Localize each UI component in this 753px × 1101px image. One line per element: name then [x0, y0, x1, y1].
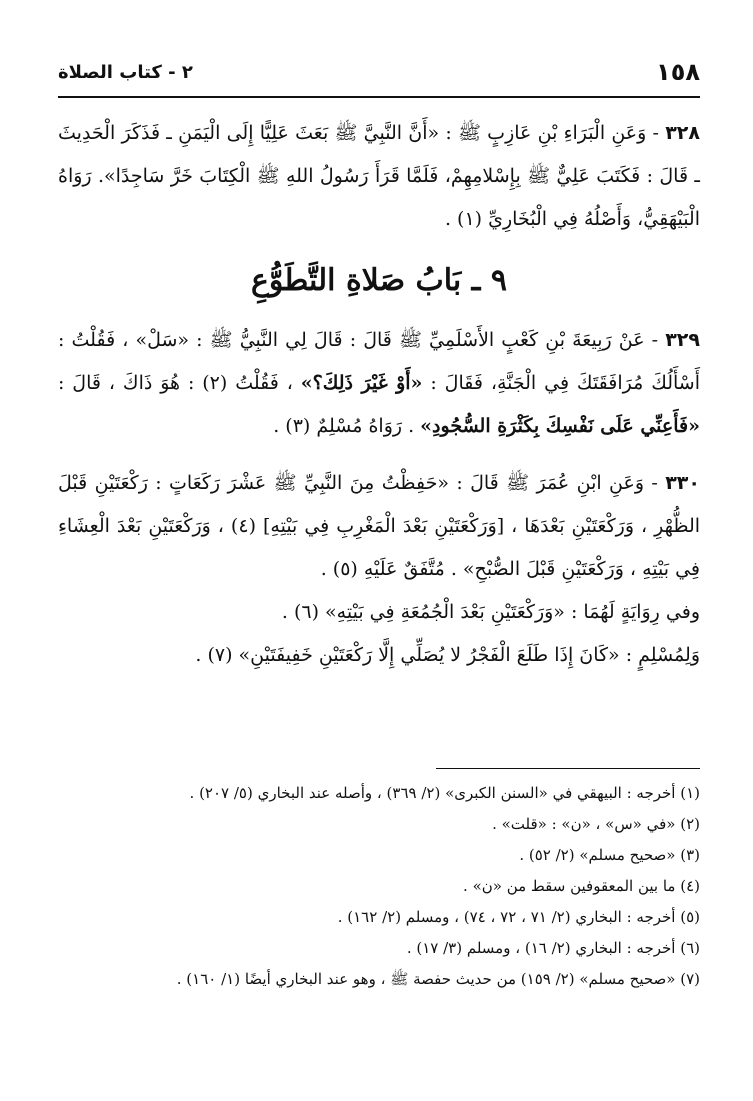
hadith-328 [58, 112, 700, 241]
page-header [58, 56, 700, 88]
footnote: (٢) «في «س» ، «ن» : «قلت» . [492, 815, 700, 833]
hadith-text: . رَوَاهُ مُسْلِمٌ (٣) . [273, 415, 421, 437]
hadith-text: - عَنْ رَبِيعَةَ بْنِ كَعْبٍ الأَسْلَمِيِّ ﷺ قَالَ : قَالَ لِي النَّبِيُّ ﷺ : «سَلْ» ، فَقُلْتُ : أَسْأَلُكَ مُرَافَقَتَكَ فِي الْجَنَّةِ، فَقَالَ : [58, 329, 700, 394]
page-number: ١٥٨ [656, 58, 700, 86]
footnote: (٦) أخرجه : البخاري (٢/ ١٦) ، ومسلم (٣/ ١٧) . [406, 939, 700, 957]
hadith-number: ٣٢٩ [665, 329, 700, 351]
hadith-text: - وَعَنِ ابْنِ عُمَرَ ﷺ قَالَ : «حَفِظْتُ مِنَ النَّبِيِّ ﷺ عَشْرَ رَكَعَاتٍ : رَكْعَتَيْنِ قَبْلَ الظُّهْرِ ، وَرَكْعَتَيْنِ بَعْدَهَا ، [وَرَكْعَتَيْنِ بَعْدَ الْمَغْرِبِ فِي بَيْتِهِ] (٤) ، وَرَكْعَتَيْنِ بَعْدَ الْعِشَاءِ فِي بَيْتِهِ ، وَرَكْعَتَيْنِ قَبْلَ الصُّبْحِ» . مُتَّفَقٌ عَلَيْهِ (٥) . [58, 472, 701, 580]
hadith-329 [58, 319, 700, 448]
footnote: (٥) أخرجه : البخاري (٢/ ٧١ ، ٧٢ ، ٧٤) ، ومسلم (٢/ ١٦٢) . [337, 908, 700, 926]
footnote: (٤) ما بين المعقوفين سقط من «ن» . [463, 877, 700, 895]
footnote: (٣) «صحيح مسلم» (٢/ ٥٢) . [519, 846, 700, 864]
footnote: (١) أخرجه : البيهقي في «السنن الكبرى» (٢/ ٣٦٩) ، وأصله عند البخاري (٥/ ٢٠٧) . [189, 784, 700, 802]
header-rule [58, 96, 700, 98]
chapter-title: ٩ ـ بَابُ صَلاةِ التَّطَوُّعِ [250, 263, 508, 298]
running-head: ٢ - كتاب الصلاة [58, 61, 193, 83]
hadith-330 [58, 462, 700, 591]
hadith-quote: «أَوْ غَيْرَ ذَلِكَ؟» [300, 372, 423, 394]
footnote-rule [436, 768, 700, 769]
muslim-line: وَلِمُسْلِمٍ : «كَانَ إِذَا طَلَعَ الْفَجْرُ لا يُصَلِّي إِلَّا رَكْعَتَيْنِ خَفِيفَتَيْنِ» (٧) . [195, 644, 700, 666]
hadith-text: ، فَقُلْتُ (٢) : هُوَ ذَاكَ ، قَالَ : [58, 372, 301, 394]
main-text [58, 112, 700, 677]
footnote: (٧) «صحيح مسلم» (٢/ ١٥٩) من حديث حفصة ﷺ ، وهو عند البخاري أيضًا (١/ ١٦٠) . [176, 970, 700, 988]
hadith-text: - وَعَنِ الْبَرَاءِ بْنِ عَازِبٍ ﷺ : «أَنَّ النَّبِيَّ ﷺ بَعَثَ عَلِيًّا إِلَى الْيَمَنِ ـ فَذَكَرَ الْحَدِيثَ ـ قَالَ : فَكَتَبَ عَلِيٌّ ﷺ بِإِسْلامِهِمْ، فَلَمَّا قَرَأَ رَسُولُ اللهِ ﷺ الْكِتَابَ خَرَّ سَاجِدًا». رَوَاهُ الْبَيْهَقِيُّ، وَأَصْلُهُ فِي الْبُخَارِيِّ (١) . [58, 122, 700, 230]
hadith-number: ٣٣٠ [665, 472, 700, 494]
hadith-number: ٣٢٨ [665, 122, 700, 144]
riwaya-line: وفي رِوَايَةٍ لَهُمَا : «وَرَكْعَتَيْنِ بَعْدَ الْجُمُعَةِ فِي بَيْتِهِ» (٦) . [281, 601, 700, 623]
hadith-quote: «فَأَعِنِّي عَلَى نَفْسِكَ بِكَثْرَةِ السُّجُودِ» [420, 415, 700, 437]
footnotes [58, 778, 700, 995]
